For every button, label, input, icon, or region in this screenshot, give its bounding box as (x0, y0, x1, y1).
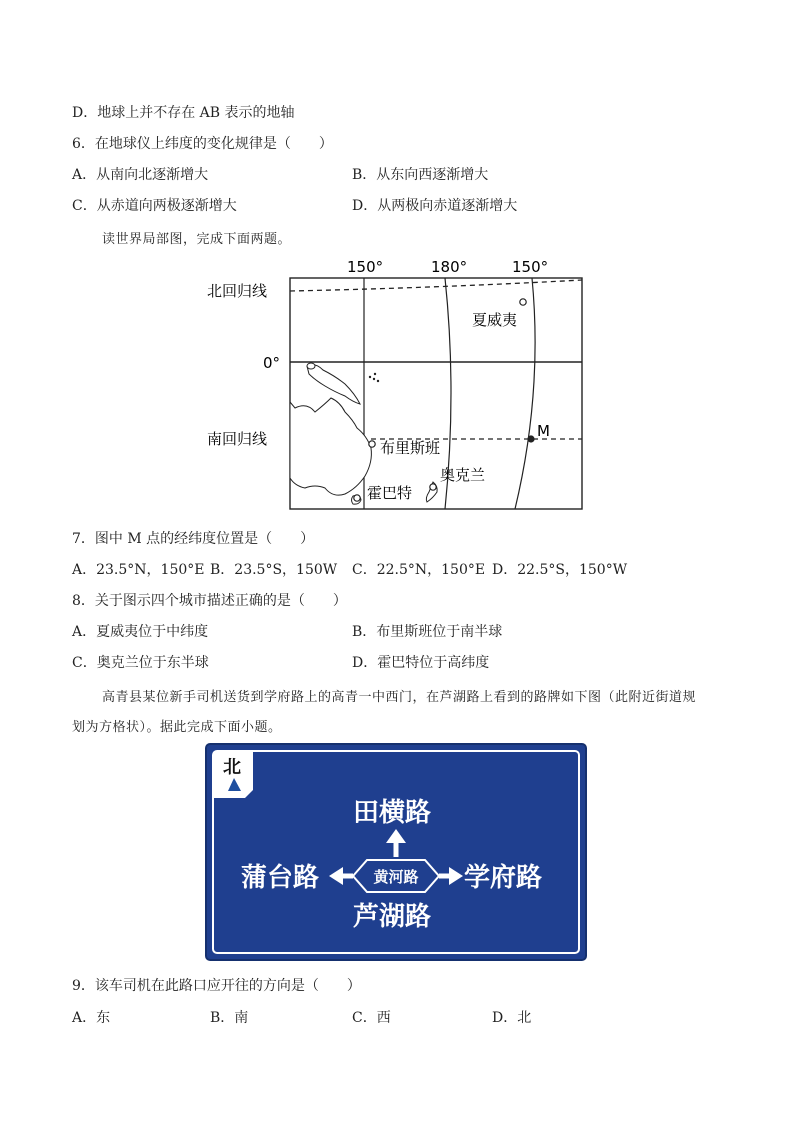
q8-stem: 8．关于图示四个城市描述正确的是（ ） (72, 593, 347, 609)
world-map-figure (195, 252, 595, 514)
new-guinea-landmass (307, 365, 360, 404)
road-left-label: 蒲台路 (240, 863, 320, 893)
point-m-label: M (537, 422, 550, 440)
island-dot (369, 376, 371, 378)
q7-stem: 7．图中 M 点的经纬度位置是（ ） (72, 531, 315, 547)
road-sign-figure (205, 743, 587, 961)
point-m-marker (527, 435, 534, 442)
road-top-label: 田横路 (352, 798, 432, 828)
island-dot (377, 380, 379, 382)
equator-label: 0° (263, 354, 281, 372)
small-island (307, 363, 315, 369)
q9-option-c: C．西 (352, 1010, 391, 1026)
q7-option-d: D．22.5°S，150°W (492, 562, 628, 578)
brisbane-label: 布里斯班 (380, 439, 441, 457)
hobart-label: 霍巴特 (367, 484, 413, 502)
q7-option-b: B．23.5°S，150W (210, 562, 338, 578)
tropic-of-cancer (290, 280, 582, 291)
hawaii-label: 夏威夷 (472, 311, 518, 329)
q7-option-a: A．23.5°N，150°E (72, 562, 205, 578)
island-dot (373, 378, 375, 380)
north-label: 北 (223, 757, 241, 778)
north-tropic-label: 北回归线 (207, 282, 268, 300)
road-center-label: 黄河路 (373, 868, 419, 886)
q9-option-d: D．北 (492, 1010, 532, 1026)
meridian-150w (515, 278, 535, 509)
brisbane-marker (369, 441, 375, 447)
auckland-label: 奥克兰 (440, 466, 486, 484)
lon-label-150e: 150° (347, 258, 384, 276)
auckland-marker (430, 484, 436, 490)
road-right-label: 学府路 (463, 863, 543, 893)
hawaii-marker (520, 299, 526, 305)
australia-landmass (290, 398, 371, 495)
q7-option-c: C．22.5°N，150°E (352, 562, 486, 578)
q6-option-d: D．从两极向赤道逐渐增大 (352, 198, 518, 214)
q6-option-c: C．从赤道向两极逐渐增大 (72, 198, 237, 214)
sign-intro-line-1: 高青县某位新手司机送货到学府路上的高青一中西门，在芦湖路上看到的路牌如下图（此附近街道规 (102, 690, 697, 705)
q9-option-a: A．东 (72, 1010, 111, 1026)
map-intro: 读世界局部图，完成下面两题。 (102, 232, 292, 247)
q8-option-b: B．布里斯班位于南半球 (352, 624, 503, 640)
q9-stem: 9．该车司机在此路口应开往的方向是（ ） (72, 978, 361, 994)
q8-option-a: A．夏威夷位于中纬度 (72, 624, 209, 640)
road-bottom-label: 芦湖路 (352, 902, 432, 932)
q9-option-b: B．南 (210, 1010, 249, 1026)
sign-intro-line-2: 划为方格状）。据此完成下面小题。 (72, 720, 282, 735)
island-dot (374, 373, 376, 375)
lon-label-180: 180° (431, 258, 468, 276)
south-tropic-label: 南回归线 (207, 430, 268, 448)
q8-option-c: C．奥克兰位于东半球 (72, 655, 209, 671)
q6-option-a: A．从南向北逐渐增大 (72, 167, 209, 183)
q5-option-d: D．地球上并不存在 AB 表示的地轴 (72, 105, 295, 121)
q6-stem: 6．在地球仪上纬度的变化规律是（ ） (72, 136, 333, 152)
q6-option-b: B．从东向西逐渐增大 (352, 167, 489, 183)
lon-label-150w: 150° (512, 258, 549, 276)
hobart-marker (354, 495, 360, 501)
q8-option-d: D．霍巴特位于高纬度 (352, 655, 490, 671)
